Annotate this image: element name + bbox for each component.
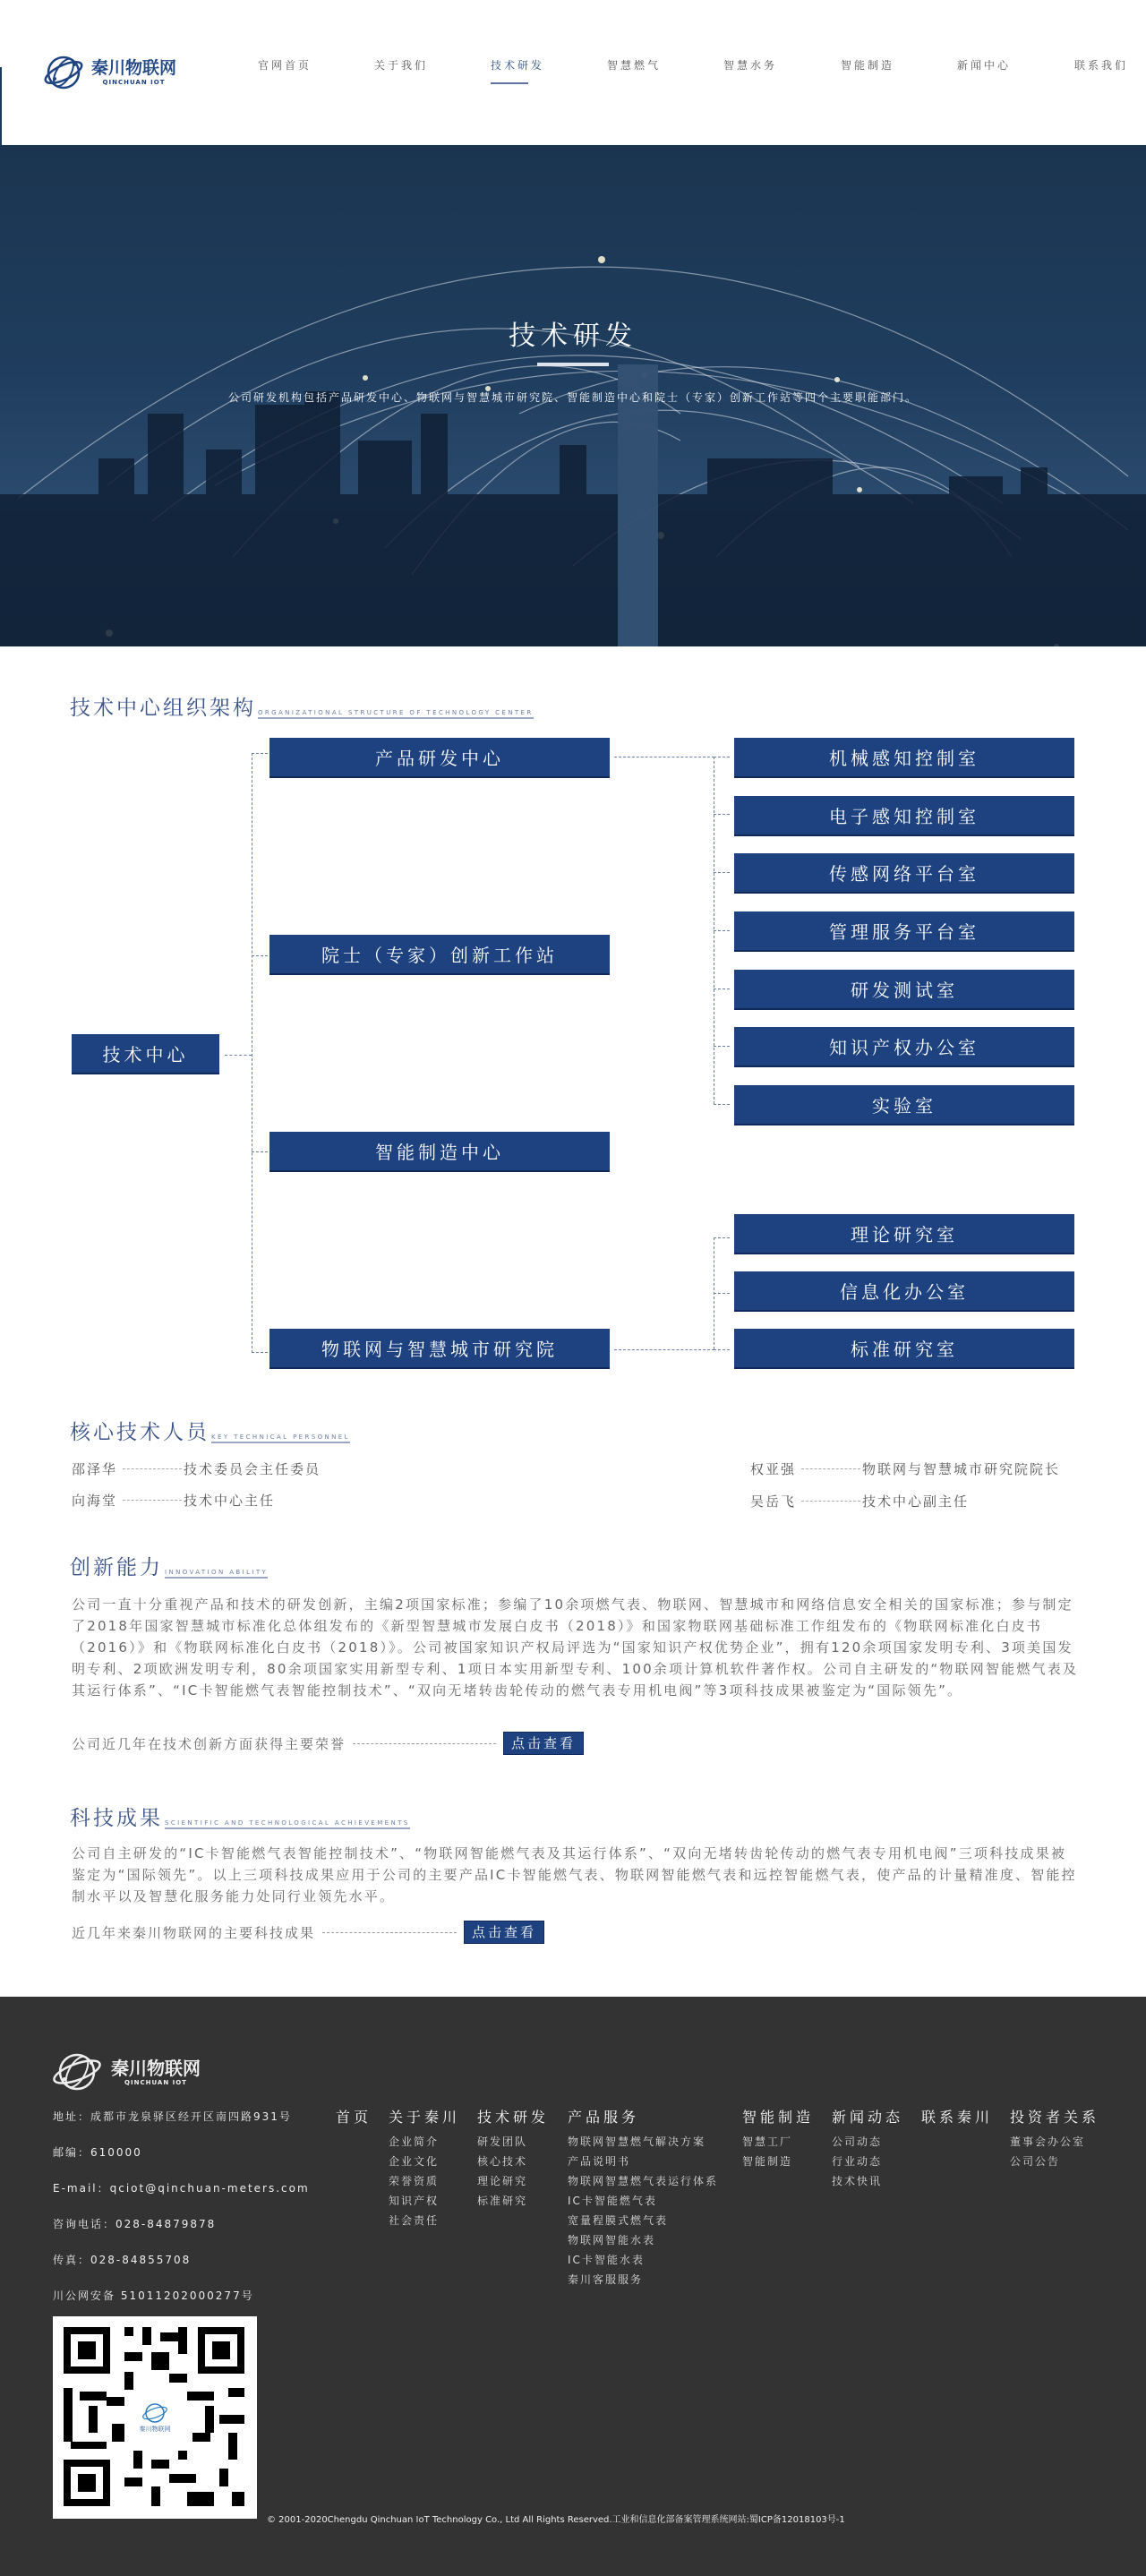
org-node-label: 理论研究室 [851, 1224, 958, 1245]
org-node-label: 实验室 [872, 1095, 936, 1117]
qr-code-icon [53, 2316, 257, 2519]
connector [225, 1055, 252, 1056]
footer-link[interactable]: 理论研究 [477, 2175, 528, 2187]
logo-name-cn: 秦川物联网 [91, 58, 177, 78]
connector [252, 1352, 268, 1353]
footer-fax: 传真：028-84855708 [53, 2254, 192, 2266]
person-entry [750, 1459, 1060, 1478]
footer-col-heading[interactable]: 关于秦川 [389, 2109, 461, 2126]
hero-banner [0, 145, 1146, 646]
footer-col-heading[interactable]: 投资者关系 [1010, 2109, 1100, 2126]
org-product-rnd-center [269, 738, 610, 778]
innovation-title-cn: 创新能力 [70, 1556, 163, 1579]
view-honors-button[interactable]: 点击查看 [503, 1732, 584, 1755]
org-lab-rnd-testing [734, 970, 1074, 1010]
footer-address: 地址：成都市龙泉驿区经开区南四路931号 [53, 2110, 292, 2123]
footer-col-manufacturing [742, 2106, 814, 2171]
achievements-row [72, 1921, 544, 1944]
connector [714, 1349, 730, 1350]
footer-link[interactable]: 荣誉资质 [389, 2175, 440, 2187]
nav-smart-water[interactable]: 智慧水务 [723, 59, 778, 72]
connector [714, 1046, 730, 1047]
footer-link[interactable]: 董事会办公室 [1010, 2135, 1086, 2148]
org-iot-smart-city-institute [269, 1329, 610, 1369]
footer-phone: 咨询电话：028-84879878 [53, 2218, 217, 2230]
org-smart-manufacturing-center [269, 1132, 610, 1172]
footer-link[interactable]: 企业简介 [389, 2135, 440, 2148]
person-role: 技术中心副主任 [862, 1493, 970, 1510]
org-node-label: 传感网络平台室 [829, 863, 979, 885]
org-academician-workstation [269, 935, 610, 975]
footer-link[interactable]: 研发团队 [477, 2135, 528, 2148]
footer-col-products [568, 2106, 718, 2289]
person-name: 权亚强 [750, 1461, 797, 1477]
org-node-label: 产品研发中心 [375, 748, 504, 769]
connector [714, 1104, 730, 1105]
hero-description: 公司研发机构包括产品研发中心、物联网与智慧城市研究院、智能制造中心和院士（专家）创新工作站等四个主要职能部门。 [227, 391, 918, 404]
achievements-link-text: 近几年来秦川物联网的主要科技成果 [72, 1924, 316, 1941]
connector [614, 1349, 714, 1350]
org-node-label: 信息化办公室 [840, 1281, 969, 1303]
person-entry [750, 1492, 969, 1511]
copyright: © 2001-2020Chengdu Qinchuan IoT Technology Co., Ltd All Rights Reserved.工业和信息化部备案管理系统网站:蜀ICP备12018103号-1 [267, 2515, 845, 2525]
footer-col-heading[interactable]: 技术研发 [477, 2109, 550, 2126]
org-root-label: 技术中心 [102, 1044, 189, 1065]
footer-link[interactable]: 知识产权 [389, 2195, 440, 2207]
footer-link[interactable]: 标准研究 [477, 2195, 528, 2207]
org-node-label: 研发测试室 [851, 980, 958, 1001]
globe-logo-icon [43, 52, 84, 93]
org-lab-standards-research [734, 1329, 1074, 1369]
nav-rnd[interactable]: 技术研发 [491, 59, 545, 72]
person-role: 技术中心主任 [184, 1493, 276, 1509]
connector [714, 814, 730, 815]
footer-logo-name-cn: 秦川物联网 [111, 2058, 201, 2079]
footer-logo[interactable] [52, 2050, 201, 2093]
org-lab-ip-office [734, 1027, 1074, 1067]
innovation-title-en: INNOVATION ABILITY [165, 1569, 268, 1579]
connector [252, 1151, 268, 1152]
org-node-label: 智能制造中心 [375, 1142, 504, 1163]
footer-col-contact [921, 2106, 993, 2132]
org-lab-electronic-sensing [734, 796, 1074, 836]
footer-link[interactable]: 智能制造 [742, 2155, 793, 2168]
footer-col-investors [1010, 2106, 1099, 2171]
nav-active-underline [491, 82, 528, 84]
achievements-title-cn: 科技成果 [70, 1807, 163, 1830]
org-title-en: ORGANIZATIONAL STRUCTURE OF TECHNOLOGY CENTER [258, 709, 534, 719]
connector [714, 930, 730, 931]
connector [714, 988, 730, 989]
org-node-label: 标准研究室 [851, 1339, 958, 1360]
footer-link[interactable]: 物联网智慧燃气解决方案 [568, 2135, 706, 2148]
footer-col-rnd [477, 2106, 549, 2211]
org-lab-sensor-network [734, 853, 1074, 894]
footer-link[interactable]: 公司公告 [1010, 2155, 1061, 2168]
personnel-section-title [70, 1420, 350, 1445]
nav-about[interactable]: 关于我们 [374, 59, 429, 72]
achievements-body: 公司自主研发的“IC卡智能燃气表智能控制技术”、“物联网智能燃气表及其运行体系”、“双向无堵转齿轮传动的燃气表专用机电阀”三项科技成果被鉴定为“国际领先”。以上三项科技成果应用于公司的主要产品IC卡智能燃气表、物联网智能燃气表和远控智能燃气表，使产品的计量精准度、智能控制水平以及智慧化服务能力处同行业领先水平。 [72, 1845, 1077, 1904]
footer-link[interactable]: 技术快讯 [832, 2175, 883, 2187]
person-name: 吴岳飞 [750, 1493, 797, 1510]
connector [714, 872, 730, 873]
footer-col-about [389, 2106, 460, 2230]
org-node-label: 管理服务平台室 [829, 921, 979, 943]
logo[interactable] [43, 52, 186, 93]
achievements-section-title [70, 1806, 410, 1831]
footer-logo-name-en: QINCHUAN IOT [124, 2079, 187, 2086]
nav-manufacturing[interactable]: 智能制造 [841, 59, 895, 72]
connector [252, 753, 268, 754]
footer-link[interactable]: 公司动态 [832, 2135, 883, 2148]
innovation-honors-row [72, 1732, 584, 1755]
achievements-title-en: SCIENTIFIC AND TECHNOLOGICAL ACHIEVEMENTS [165, 1819, 410, 1829]
personnel-title-cn: 核心技术人员 [70, 1421, 210, 1444]
footer-link[interactable]: 企业文化 [389, 2155, 440, 2168]
org-section-title [70, 696, 534, 721]
left-accent-bar [0, 67, 2, 145]
footer-link[interactable]: 社会责任 [389, 2214, 440, 2227]
footer-postcode: 邮编：610000 [53, 2146, 142, 2159]
qr-logo-text: 秦川物联网 [139, 2426, 171, 2433]
footer-link[interactable]: 物联网智慧燃气表运行体系 [568, 2175, 719, 2187]
footer-public-security-record[interactable]: 川公网安备 51011202000277号 [53, 2289, 254, 2302]
person-role: 物联网与智慧城市研究院院长 [862, 1461, 1061, 1477]
innovation-link-text: 公司近几年在技术创新方面获得主要荣誉 [72, 1735, 346, 1752]
view-achievements-button[interactable]: 点击查看 [464, 1921, 544, 1944]
person-name: 邵泽华 [72, 1461, 118, 1477]
footer-link[interactable]: 物联网智能水表 [568, 2234, 656, 2247]
footer-link[interactable]: IC卡智能燃气表 [568, 2195, 657, 2207]
footer-col-news [832, 2106, 903, 2191]
org-node-label: 电子感知控制室 [829, 806, 979, 827]
hero-title-divider [537, 363, 609, 366]
footer-link[interactable]: IC卡智能水表 [568, 2254, 645, 2266]
hero-title: 技术研发 [509, 321, 637, 352]
footer-link[interactable]: 智慧工厂 [742, 2135, 793, 2148]
footer-col-heading[interactable]: 首页 [336, 2109, 372, 2126]
footer-link[interactable]: 宽量程膜式燃气表 [568, 2214, 669, 2227]
innovation-body: 公司一直十分重视产品和技术的研发创新，主编2项国家标准；参编了10余项燃气表、物联网、智慧城市和网络信息安全相关的国家标准；参与制定了2018年国家智慧城市标准化总体组发布的《新型智慧城市发展白皮书（2018）》和国家物联网基础标准工作组发布的《物联网标准化白皮书（2016）》和《物联网标准化白皮书（2018）》。公司被国家知识产权局评选为“国家知识产权优势企业”，拥有120余项国家发明专利、3项美国发明专利、2项欧洲发明专利，80余项国家实用新型专利、1项日本实用新型专利、100余项计算机软件著作权。公司自主研发的“物联网智能燃气表及其运行体系”、“IC卡智能燃气表智能控制技术”、“双向无堵转齿轮传动的燃气表专用机电阀”等3项科技成果被鉴定为“国际领先”。 [72, 1596, 1079, 1699]
connector [714, 1237, 730, 1238]
org-node-label: 物联网与智慧城市研究院 [321, 1339, 558, 1360]
site-header [0, 0, 1146, 145]
connector [714, 1293, 730, 1294]
org-root-technology-center [72, 1034, 219, 1074]
org-lab-mechanical-sensing [734, 738, 1074, 778]
logo-name-en: QINCHUAN IOT [102, 79, 166, 86]
footer-col-heading[interactable]: 新闻动态 [832, 2109, 904, 2126]
footer-col-heading[interactable]: 联系秦川 [921, 2109, 994, 2126]
person-entry [72, 1459, 321, 1478]
connector [252, 955, 268, 956]
nav-smart-gas[interactable]: 智慧燃气 [607, 59, 662, 72]
org-lab-theory-research [734, 1214, 1074, 1254]
footer-col-home [336, 2106, 372, 2132]
footer-link[interactable]: 秦川客服服务 [568, 2273, 644, 2286]
footer-email[interactable]: E-mail：qciot@qinchuan-meters.com [53, 2182, 310, 2195]
org-node-label: 机械感知控制室 [829, 748, 979, 769]
person-name: 向海堂 [72, 1493, 118, 1509]
org-node-label: 院士（专家）创新工作站 [321, 945, 558, 966]
footer-col-heading[interactable]: 智能制造 [742, 2109, 815, 2126]
nav-news[interactable]: 新闻中心 [957, 59, 1012, 72]
org-lab-information-office [734, 1271, 1074, 1312]
globe-logo-icon [52, 2050, 102, 2093]
qr-code [53, 2316, 257, 2519]
innovation-section-title [70, 1555, 268, 1580]
org-lab-laboratory [734, 1085, 1074, 1125]
footer-link[interactable]: 产品说明书 [568, 2155, 631, 2168]
person-role: 技术委员会主任委员 [184, 1461, 321, 1477]
org-node-label: 知识产权办公室 [829, 1037, 979, 1058]
footer-link[interactable]: 行业动态 [832, 2155, 883, 2168]
nav-contact[interactable]: 联系我们 [1074, 59, 1129, 72]
footer-link[interactable]: 核心技术 [477, 2155, 528, 2168]
footer-col-heading[interactable]: 产品服务 [568, 2109, 640, 2126]
org-lab-management-service [734, 911, 1074, 952]
nav-home[interactable]: 官网首页 [258, 59, 312, 72]
org-title-cn: 技术中心组织架构 [70, 697, 256, 720]
person-entry [72, 1491, 275, 1510]
personnel-title-en: KEY TECHNICAL PERSONNEL [211, 1433, 350, 1443]
